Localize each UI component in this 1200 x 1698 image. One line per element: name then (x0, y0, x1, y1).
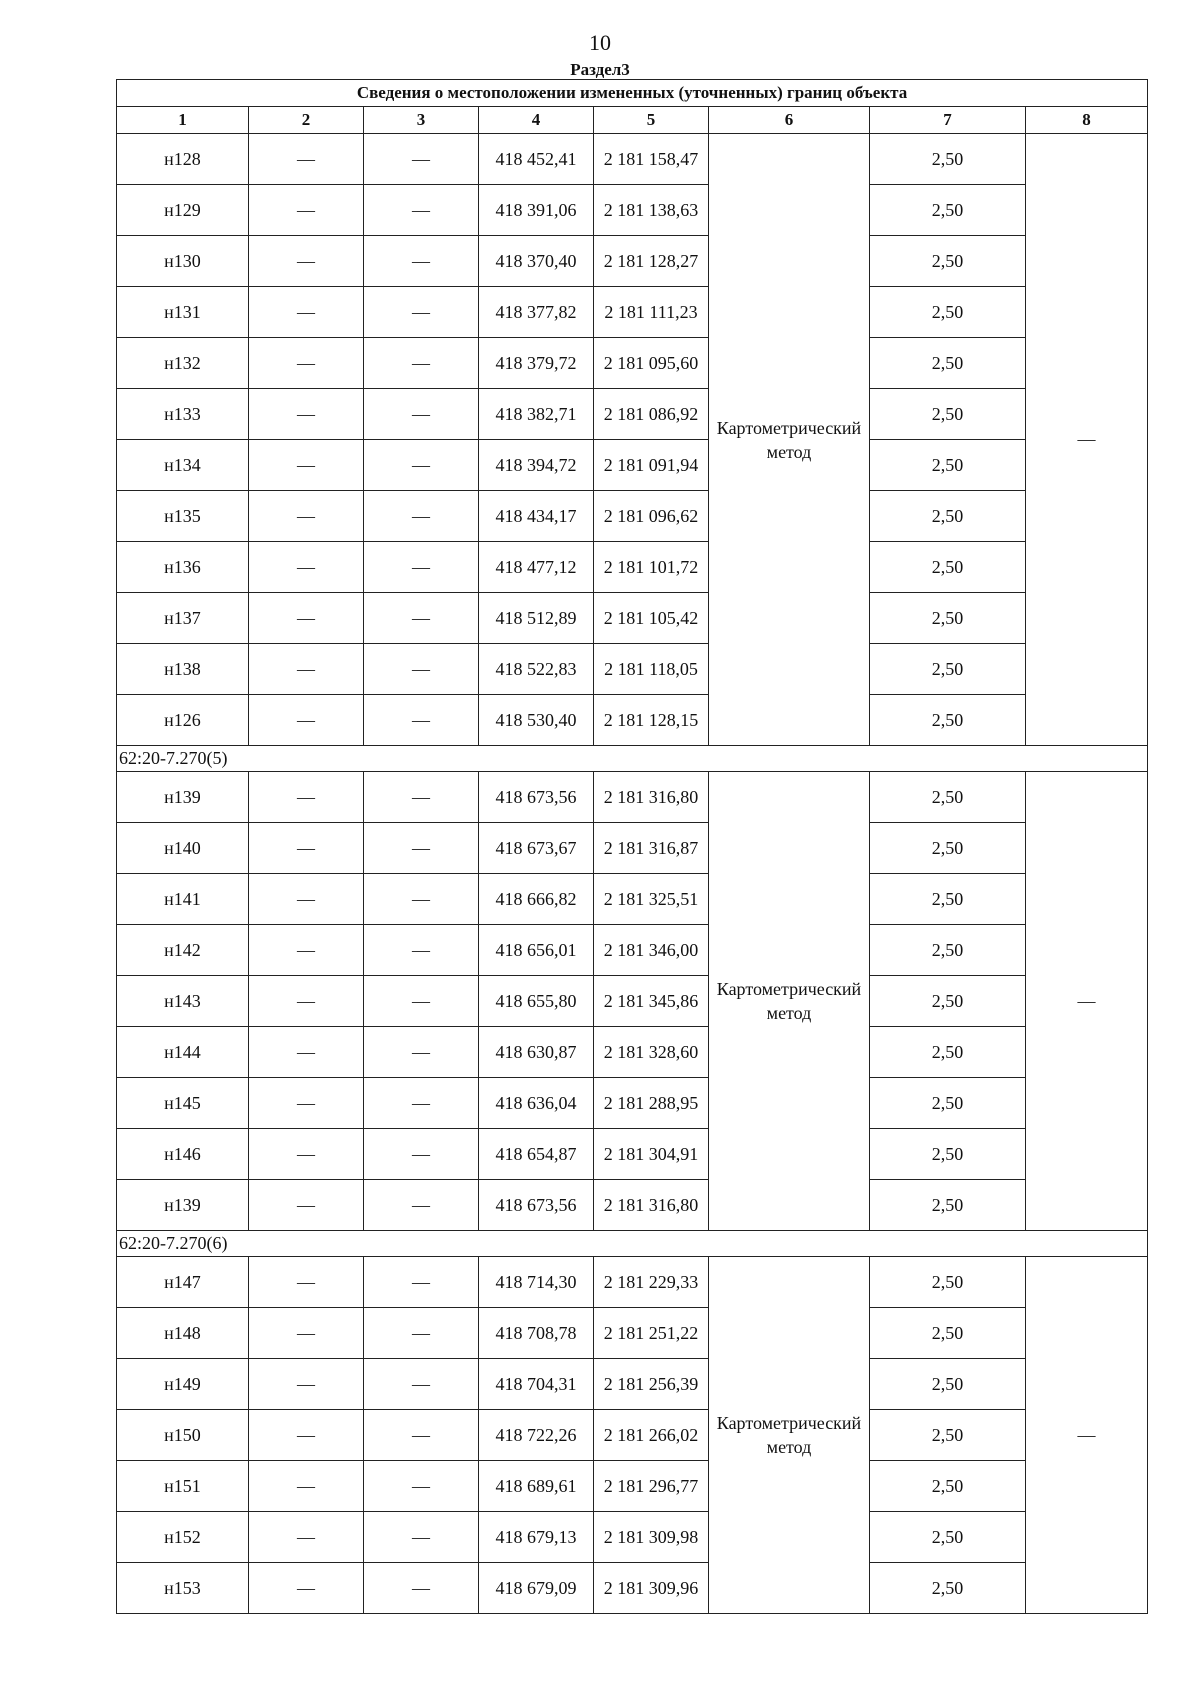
y-coordinate-cell: 2 181 256,39 (594, 1359, 709, 1410)
x-coordinate-cell: 418 434,17 (479, 491, 594, 542)
col2-cell: — (249, 1308, 364, 1359)
x-coordinate-cell: 418 630,87 (479, 1027, 594, 1078)
accuracy-cell: 2,50 (870, 134, 1026, 185)
point-number-cell: н153 (117, 1563, 249, 1614)
table-row (117, 236, 1148, 287)
y-coordinate-cell: 2 181 266,02 (594, 1410, 709, 1461)
x-coordinate-cell: 418 636,04 (479, 1078, 594, 1129)
point-number-cell: н151 (117, 1461, 249, 1512)
x-coordinate-cell: 418 370,40 (479, 236, 594, 287)
table-row (117, 874, 1148, 925)
accuracy-cell: 2,50 (870, 542, 1026, 593)
col2-cell: — (249, 134, 364, 185)
cadastral-part-label: 62:20-7.270(6) (117, 1231, 1148, 1257)
col3-cell: — (364, 134, 479, 185)
col2-cell: — (249, 1359, 364, 1410)
table-row (117, 823, 1148, 874)
y-coordinate-cell: 2 181 304,91 (594, 1129, 709, 1180)
table-row (117, 644, 1148, 695)
point-number-cell: н150 (117, 1410, 249, 1461)
col3-cell: — (364, 1078, 479, 1129)
x-coordinate-cell: 418 673,56 (479, 772, 594, 823)
col2-cell: — (249, 1461, 364, 1512)
col2-cell: — (249, 1129, 364, 1180)
col2-cell: — (249, 976, 364, 1027)
col3-cell: — (364, 1257, 479, 1308)
column-header-row (117, 107, 1148, 134)
col2-cell: — (249, 440, 364, 491)
accuracy-cell: 2,50 (870, 1359, 1026, 1410)
point-number-cell: н141 (117, 874, 249, 925)
y-coordinate-cell: 2 181 251,22 (594, 1308, 709, 1359)
x-coordinate-cell: 418 655,80 (479, 976, 594, 1027)
column-header: 6 (709, 107, 870, 134)
table-row (117, 772, 1148, 823)
x-coordinate-cell: 418 673,67 (479, 823, 594, 874)
point-number-cell: н147 (117, 1257, 249, 1308)
group-label-row (117, 1231, 1148, 1257)
y-coordinate-cell: 2 181 316,87 (594, 823, 709, 874)
column-header: 3 (364, 107, 479, 134)
accuracy-cell: 2,50 (870, 1461, 1026, 1512)
table-row (117, 1308, 1148, 1359)
col3-cell: — (364, 1410, 479, 1461)
table-row (117, 440, 1148, 491)
table-row (117, 1563, 1148, 1614)
point-number-cell: н139 (117, 772, 249, 823)
accuracy-cell: 2,50 (870, 389, 1026, 440)
x-coordinate-cell: 418 679,09 (479, 1563, 594, 1614)
y-coordinate-cell: 2 181 128,15 (594, 695, 709, 746)
y-coordinate-cell: 2 181 316,80 (594, 772, 709, 823)
point-number-cell: н130 (117, 236, 249, 287)
accuracy-cell: 2,50 (870, 236, 1026, 287)
x-coordinate-cell: 418 512,89 (479, 593, 594, 644)
y-coordinate-cell: 2 181 309,98 (594, 1512, 709, 1563)
col3-cell: — (364, 925, 479, 976)
x-coordinate-cell: 418 704,31 (479, 1359, 594, 1410)
col3-cell: — (364, 185, 479, 236)
y-coordinate-cell: 2 181 118,05 (594, 644, 709, 695)
col2-cell: — (249, 338, 364, 389)
col3-cell: — (364, 1308, 479, 1359)
accuracy-cell: 2,50 (870, 1563, 1026, 1614)
col2-cell: — (249, 593, 364, 644)
column-header: 5 (594, 107, 709, 134)
accuracy-cell: 2,50 (870, 1410, 1026, 1461)
y-coordinate-cell: 2 181 346,00 (594, 925, 709, 976)
y-coordinate-cell: 2 181 158,47 (594, 134, 709, 185)
accuracy-cell: 2,50 (870, 1027, 1026, 1078)
accuracy-cell: 2,50 (870, 1308, 1026, 1359)
col2-cell: — (249, 1563, 364, 1614)
point-number-cell: н142 (117, 925, 249, 976)
table-row (117, 134, 1148, 185)
column-header: 7 (870, 107, 1026, 134)
table-row (117, 1512, 1148, 1563)
point-number-cell: н135 (117, 491, 249, 542)
col2-cell: — (249, 925, 364, 976)
y-coordinate-cell: 2 181 091,94 (594, 440, 709, 491)
method-cell: Картометрический метод (709, 772, 870, 1231)
y-coordinate-cell: 2 181 086,92 (594, 389, 709, 440)
x-coordinate-cell: 418 654,87 (479, 1129, 594, 1180)
y-coordinate-cell: 2 181 105,42 (594, 593, 709, 644)
y-coordinate-cell: 2 181 296,77 (594, 1461, 709, 1512)
point-number-cell: н139 (117, 1180, 249, 1231)
y-coordinate-cell: 2 181 096,62 (594, 491, 709, 542)
x-coordinate-cell: 418 714,30 (479, 1257, 594, 1308)
accuracy-cell: 2,50 (870, 976, 1026, 1027)
table-row (117, 389, 1148, 440)
column-header: 8 (1026, 107, 1148, 134)
point-number-cell: н133 (117, 389, 249, 440)
col3-cell: — (364, 1129, 479, 1180)
boundary-table (116, 79, 1148, 1614)
accuracy-cell: 2,50 (870, 1180, 1026, 1231)
table-row (117, 185, 1148, 236)
col2-cell: — (249, 185, 364, 236)
accuracy-cell: 2,50 (870, 440, 1026, 491)
col2-cell: — (249, 389, 364, 440)
table-row (117, 1027, 1148, 1078)
table-row (117, 1461, 1148, 1512)
accuracy-cell: 2,50 (870, 185, 1026, 236)
col3-cell: — (364, 1461, 479, 1512)
point-number-cell: н131 (117, 287, 249, 338)
x-coordinate-cell: 418 394,72 (479, 440, 594, 491)
table-row (117, 1129, 1148, 1180)
point-number-cell: н138 (117, 644, 249, 695)
y-coordinate-cell: 2 181 095,60 (594, 338, 709, 389)
col3-cell: — (364, 1027, 479, 1078)
col3-cell: — (364, 874, 479, 925)
y-coordinate-cell: 2 181 111,23 (594, 287, 709, 338)
x-coordinate-cell: 418 673,56 (479, 1180, 594, 1231)
table-row (117, 695, 1148, 746)
accuracy-cell: 2,50 (870, 338, 1026, 389)
col2-cell: — (249, 1027, 364, 1078)
page-number: 10 (589, 30, 611, 55)
col3-cell: — (364, 593, 479, 644)
x-coordinate-cell: 418 522,83 (479, 644, 594, 695)
col3-cell: — (364, 491, 479, 542)
y-coordinate-cell: 2 181 309,96 (594, 1563, 709, 1614)
table-row (117, 976, 1148, 1027)
accuracy-cell: 2,50 (870, 1129, 1026, 1180)
table-row (117, 1078, 1148, 1129)
point-number-cell: н132 (117, 338, 249, 389)
table-row (117, 1410, 1148, 1461)
col2-cell: — (249, 1180, 364, 1231)
col2-cell: — (249, 287, 364, 338)
accuracy-cell: 2,50 (870, 287, 1026, 338)
table-row (117, 1180, 1148, 1231)
col2-cell: — (249, 491, 364, 542)
table-row (117, 593, 1148, 644)
point-number-cell: н144 (117, 1027, 249, 1078)
y-coordinate-cell: 2 181 229,33 (594, 1257, 709, 1308)
accuracy-cell: 2,50 (870, 491, 1026, 542)
point-number-cell: н137 (117, 593, 249, 644)
group-label-row (117, 746, 1148, 772)
x-coordinate-cell: 418 382,71 (479, 389, 594, 440)
y-coordinate-cell: 2 181 128,27 (594, 236, 709, 287)
col2-cell: — (249, 1410, 364, 1461)
y-coordinate-cell: 2 181 138,63 (594, 185, 709, 236)
point-number-cell: н148 (117, 1308, 249, 1359)
table-row (117, 287, 1148, 338)
col3-cell: — (364, 976, 479, 1027)
point-number-cell: н126 (117, 695, 249, 746)
table-row (117, 491, 1148, 542)
col3-cell: — (364, 695, 479, 746)
accuracy-cell: 2,50 (870, 772, 1026, 823)
col2-cell: — (249, 236, 364, 287)
column-header: 1 (117, 107, 249, 134)
table-body (117, 80, 1148, 1614)
x-coordinate-cell: 418 689,61 (479, 1461, 594, 1512)
point-number-cell: н129 (117, 185, 249, 236)
col2-cell: — (249, 695, 364, 746)
x-coordinate-cell: 418 391,06 (479, 185, 594, 236)
method-cell: Картометрический метод (709, 1257, 870, 1614)
cadastral-part-label: 62:20-7.270(5) (117, 746, 1148, 772)
x-coordinate-cell: 418 708,78 (479, 1308, 594, 1359)
x-coordinate-cell: 418 452,41 (479, 134, 594, 185)
point-number-cell: н136 (117, 542, 249, 593)
table-row (117, 925, 1148, 976)
y-coordinate-cell: 2 181 101,72 (594, 542, 709, 593)
col2-cell: — (249, 823, 364, 874)
point-number-cell: н143 (117, 976, 249, 1027)
x-coordinate-cell: 418 530,40 (479, 695, 594, 746)
point-number-cell: н140 (117, 823, 249, 874)
col2-cell: — (249, 542, 364, 593)
accuracy-cell: 2,50 (870, 823, 1026, 874)
y-coordinate-cell: 2 181 325,51 (594, 874, 709, 925)
x-coordinate-cell: 418 477,12 (479, 542, 594, 593)
x-coordinate-cell: 418 656,01 (479, 925, 594, 976)
col3-cell: — (364, 1180, 479, 1231)
col3-cell: — (364, 823, 479, 874)
table-row (117, 1359, 1148, 1410)
col3-cell: — (364, 1512, 479, 1563)
table-caption: Сведения о местоположении измененных (уточненных) границ объекта (117, 80, 1148, 107)
method-cell: Картометрический метод (709, 134, 870, 746)
col2-cell: — (249, 772, 364, 823)
col2-cell: — (249, 1512, 364, 1563)
point-number-cell: н128 (117, 134, 249, 185)
col3-cell: — (364, 542, 479, 593)
col3-cell: — (364, 389, 479, 440)
accuracy-cell: 2,50 (870, 695, 1026, 746)
col3-cell: — (364, 1359, 479, 1410)
col3-cell: — (364, 236, 479, 287)
point-number-cell: н152 (117, 1512, 249, 1563)
y-coordinate-cell: 2 181 316,80 (594, 1180, 709, 1231)
y-coordinate-cell: 2 181 328,60 (594, 1027, 709, 1078)
accuracy-cell: 2,50 (870, 1257, 1026, 1308)
x-coordinate-cell: 418 666,82 (479, 874, 594, 925)
column-header: 4 (479, 107, 594, 134)
accuracy-cell: 2,50 (870, 1512, 1026, 1563)
accuracy-cell: 2,50 (870, 593, 1026, 644)
col3-cell: — (364, 772, 479, 823)
x-coordinate-cell: 418 679,13 (479, 1512, 594, 1563)
table-caption-row (117, 80, 1148, 107)
accuracy-cell: 2,50 (870, 1078, 1026, 1129)
y-coordinate-cell: 2 181 345,86 (594, 976, 709, 1027)
table-row (117, 542, 1148, 593)
col3-cell: — (364, 338, 479, 389)
point-number-cell: н149 (117, 1359, 249, 1410)
col3-cell: — (364, 287, 479, 338)
point-number-cell: н146 (117, 1129, 249, 1180)
col2-cell: — (249, 1078, 364, 1129)
col3-cell: — (364, 644, 479, 695)
table-row (117, 1257, 1148, 1308)
col2-cell: — (249, 644, 364, 695)
accuracy-cell: 2,50 (870, 874, 1026, 925)
column-header: 2 (249, 107, 364, 134)
accuracy-cell: 2,50 (870, 925, 1026, 976)
col8-cell: — (1026, 772, 1148, 1231)
x-coordinate-cell: 418 377,82 (479, 287, 594, 338)
accuracy-cell: 2,50 (870, 644, 1026, 695)
point-number-cell: н145 (117, 1078, 249, 1129)
table-row (117, 338, 1148, 389)
section-title: Раздел3 (570, 60, 630, 79)
col8-cell: — (1026, 1257, 1148, 1614)
x-coordinate-cell: 418 379,72 (479, 338, 594, 389)
x-coordinate-cell: 418 722,26 (479, 1410, 594, 1461)
col3-cell: — (364, 1563, 479, 1614)
col2-cell: — (249, 874, 364, 925)
col3-cell: — (364, 440, 479, 491)
col8-cell: — (1026, 134, 1148, 746)
y-coordinate-cell: 2 181 288,95 (594, 1078, 709, 1129)
col2-cell: — (249, 1257, 364, 1308)
point-number-cell: н134 (117, 440, 249, 491)
